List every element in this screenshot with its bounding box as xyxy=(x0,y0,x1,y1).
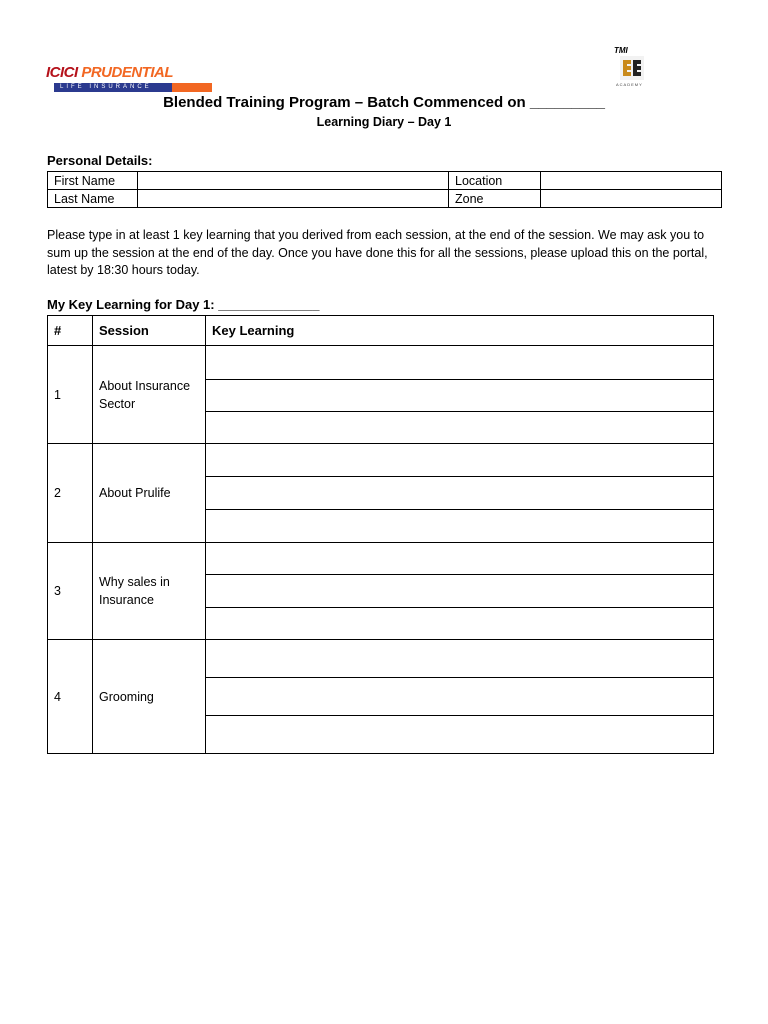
key-learning-field[interactable] xyxy=(206,444,714,477)
header-session: Session xyxy=(93,316,206,346)
header-number: # xyxy=(48,316,93,346)
session-name: About Prulife xyxy=(93,444,206,543)
table-row xyxy=(48,444,714,477)
session-name: About Insurance Sector xyxy=(93,346,206,444)
key-learning-field[interactable] xyxy=(206,543,714,575)
page-title: Blended Training Program – Batch Commenced on _________ xyxy=(163,94,605,111)
last-name-label: Last Name xyxy=(48,190,138,208)
key-learning-table xyxy=(47,315,714,754)
key-learning-field[interactable] xyxy=(206,575,714,608)
key-learning-label: My Key Learning for Day 1: ______________ xyxy=(47,297,320,312)
key-learning-field[interactable] xyxy=(206,640,714,678)
table-row xyxy=(48,172,722,190)
session-number: 4 xyxy=(48,640,93,754)
first-name-field[interactable] xyxy=(138,172,449,190)
key-learning-field[interactable] xyxy=(206,678,714,716)
session-name: Grooming xyxy=(93,640,206,754)
key-learning-field[interactable] xyxy=(206,477,714,510)
session-name: Why sales in Insurance xyxy=(93,543,206,640)
last-name-field[interactable] xyxy=(138,190,449,208)
key-learning-field[interactable] xyxy=(206,380,714,412)
location-label: Location xyxy=(449,172,541,190)
zone-field[interactable] xyxy=(541,190,722,208)
key-learning-field[interactable] xyxy=(206,510,714,543)
tmi-academy-logo: TMI ACADEMY xyxy=(614,46,643,87)
page-subtitle: Learning Diary – Day 1 xyxy=(316,115,452,129)
session-number: 2 xyxy=(48,444,93,543)
zone-label: Zone xyxy=(449,190,541,208)
session-number: 3 xyxy=(48,543,93,640)
table-row xyxy=(48,190,722,208)
tmi-mark-icon xyxy=(620,56,644,80)
instructions-text: Please type in at least 1 key learning that you derived from each session, at the end of the session. We may ask you to sum up the session at the end of the day. Once you have done this for all the sessions, please upload this on the portal, latest by 18:30 hours today. xyxy=(47,228,708,277)
location-field[interactable] xyxy=(541,172,722,190)
icici-prudential-logo: ICICI PRUDENTIAL LIFE INSURANCE xyxy=(46,64,206,96)
key-learning-field[interactable] xyxy=(206,716,714,754)
personal-details-table xyxy=(47,171,722,208)
table-row xyxy=(48,346,714,380)
first-name-label: First Name xyxy=(48,172,138,190)
personal-details-label: Personal Details: xyxy=(47,153,153,168)
header-key-learning: Key Learning xyxy=(206,316,714,346)
table-row xyxy=(48,543,714,575)
table-row xyxy=(48,640,714,678)
key-learning-field[interactable] xyxy=(206,608,714,640)
session-number: 1 xyxy=(48,346,93,444)
key-learning-field[interactable] xyxy=(206,412,714,444)
key-learning-field[interactable] xyxy=(206,346,714,380)
table-header-row xyxy=(48,316,714,346)
